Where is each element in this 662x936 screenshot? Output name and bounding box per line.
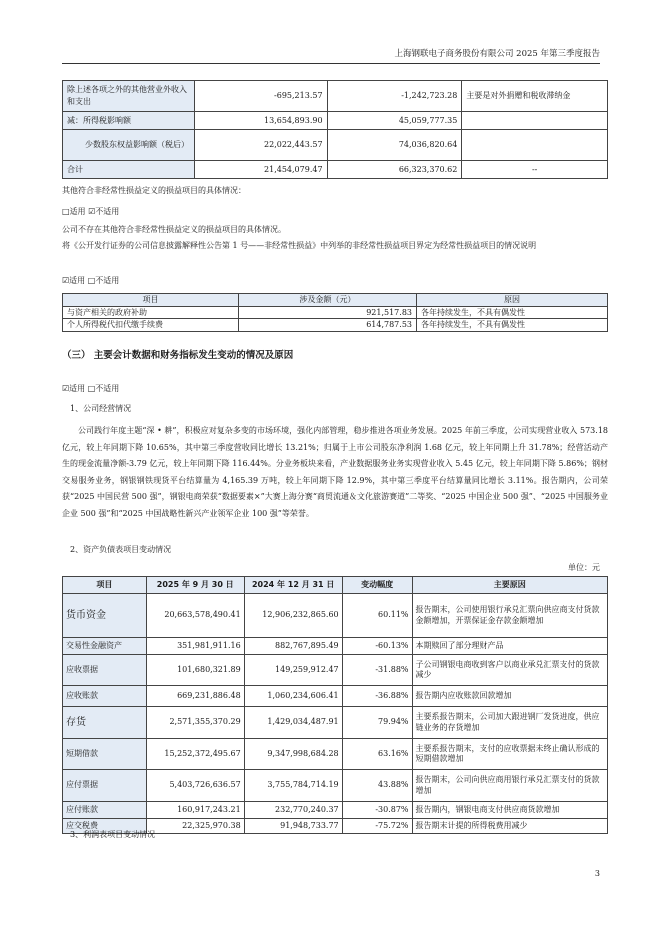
table-cell: 232,770,240.37: [244, 802, 342, 819]
applicable-checkbox-1: □适用 ☑不适用: [62, 207, 120, 216]
column-header: 项目: [63, 577, 147, 594]
table-cell: 91,948,733.77: [244, 819, 342, 834]
table-cell: [462, 112, 608, 130]
table-cell: 主要系报告期末，支付的应收票据未终止确认形成的短期借款增加: [412, 739, 607, 770]
table-cell: 报告期末，公司使用银行承兑汇票向供应商支付货款金额增加，开票保证金存款金额增加: [412, 594, 607, 638]
table-cell: [462, 130, 608, 161]
table-cell: 5,403,726,636.57: [146, 770, 244, 802]
column-header: 项目: [63, 294, 239, 307]
table-cell: 15,252,372,495.67: [146, 739, 244, 770]
table-header-row: [63, 577, 608, 594]
table-cell: 个人所得税代扣代缴手续费: [63, 319, 239, 332]
applicable-checkbox-3: ☑适用 □不适用: [62, 384, 120, 393]
table-cell: 应付账款: [63, 802, 147, 819]
table-header-row: [63, 294, 608, 307]
table-cell: -31.88%: [342, 655, 412, 686]
table-row: [63, 161, 608, 179]
table-cell: 2,571,355,370.29: [146, 707, 244, 739]
table-cell: 应收账款: [63, 686, 147, 707]
table-cell: 12,906,232,865.60: [244, 594, 342, 638]
recurring-items-table: [62, 293, 608, 332]
table-cell: -75.72%: [342, 819, 412, 834]
table-cell: 合计: [63, 161, 195, 179]
table-cell: 20,663,578,490.41: [146, 594, 244, 638]
table-cell: 149,259,912.47: [244, 655, 342, 686]
column-header: 2025 年 9 月 30 日: [146, 577, 244, 594]
column-header: 2024 年 12 月 31 日: [244, 577, 342, 594]
table-cell: 交易性金融资产: [63, 638, 147, 655]
subsection-heading: 3、利润表项目变动情况: [70, 830, 156, 839]
table-cell: 报告期内应收账款回款增加: [412, 686, 607, 707]
table-cell: 63.16%: [342, 739, 412, 770]
table-cell: 160,917,243.21: [146, 802, 244, 819]
table-cell: 本期赎回了部分理财产品: [412, 638, 607, 655]
table-cell: 减：所得税影响额: [63, 112, 195, 130]
table-cell: 各年持续发生，不具有偶发性: [417, 319, 608, 332]
table-row: [63, 638, 608, 655]
table-cell: 1,060,234,606.41: [244, 686, 342, 707]
column-header: 涉及金额（元）: [239, 294, 417, 307]
table-cell: 子公司钢银电商收到客户以商业承兑汇票支付的货款减少: [412, 655, 607, 686]
table-cell: -36.88%: [342, 686, 412, 707]
table-cell: 45,059,777.35: [327, 112, 462, 130]
table-cell: 351,981,911.16: [146, 638, 244, 655]
subsection-heading: 1、公司经营情况: [70, 404, 132, 413]
table-cell: 报告期内，钢银电商支付供应商货款增加: [412, 802, 607, 819]
table-row: [63, 319, 608, 332]
table-cell: --: [462, 161, 608, 179]
table-cell: -30.87%: [342, 802, 412, 819]
table-cell: 各年持续发生，不具有偶发性: [417, 306, 608, 319]
table-cell: 应交税费: [63, 819, 147, 834]
unit-label: 单位：元: [568, 563, 600, 572]
table-row: [63, 130, 608, 161]
table-row: [63, 802, 608, 819]
table-row: [63, 81, 608, 112]
table-cell: 669,231,886.48: [146, 686, 244, 707]
table-cell: 79.94%: [342, 707, 412, 739]
no-other-items-text: 公司不存在其他符合非经常性损益定义的损益项目的具体情况。: [62, 225, 286, 234]
table-cell: 22,325,970.38: [146, 819, 244, 834]
other-items-text: 其他符合非经常性损益定义的损益项目的具体情况：: [62, 186, 246, 195]
table-cell: -60.13%: [342, 638, 412, 655]
table-row: [63, 112, 608, 130]
table-cell: 882,767,895.49: [244, 638, 342, 655]
table-cell: 921,517.83: [239, 306, 417, 319]
table-cell: 74,036,820.64: [327, 130, 462, 161]
table-cell: 614,787.53: [239, 319, 417, 332]
table-cell: 3,755,784,714.19: [244, 770, 342, 802]
table-row: [63, 770, 608, 802]
table-cell: 13,654,893.90: [194, 112, 327, 130]
table-cell: 22,022,443.57: [194, 130, 327, 161]
table-row: [63, 739, 608, 770]
table-cell: 短期借款: [63, 739, 147, 770]
reclassification-explanation: 将《公开发行证券的公司信息披露解释性公告第 1 号——非经常性损益》中列举的非经常性损益项目界定为经常性损益项目的情况说明: [62, 241, 537, 250]
operations-paragraph: 公司践行年度主题“深 • 耕”，积极应对复杂多变的市场环境，强化内部管理，稳步推进各项业务发展。2025 年前三季度，公司实现营业收入 573.18 亿元，较上年同期下降 10.65%，其中第三季度营收同比增长 13.21%；归属于上市公司股东净利润 1.68 亿元，较上年同期上升 31.78%；经营活动产生的现金流量净额-3.79 亿元，较上年同期下降 116.44%。分业务板块来看，产业数据服务业务实现营业收入 5.45 亿元，较上年同期下降 5.86%；钢材交易服务业务，钢银钢铁现货平台结算量为 4,165.39 万吨，较上年同期下降 12.9%，其中第三季度平台结算量同比增长 3.11%。报告期内，公司荣获“2025 中国民营 500 强”，钢银电商荣获“数据要素×”大赛上海分赛“商贸流通＆文化旅游赛道”二等奖、“2025 中国企业 500 强”、“2025 中国服务业企业 500 强”和“2025 中国战略性新兴产业领军企业 100 强”等荣誉。: [62, 426, 608, 518]
column-header: 原因: [417, 294, 608, 307]
table-cell: 少数股东权益影响额（税后）: [63, 130, 195, 161]
page-number: 3: [594, 869, 600, 878]
page-header: 上海钢联电子商务股份有限公司 2025 年第三季度报告: [62, 48, 600, 64]
table-row: [63, 655, 608, 686]
section-heading: （三） 主要会计数据和财务指标发生变动的情况及原因: [62, 350, 294, 361]
table-cell: 主要系报告期末，公司加大跟进钢厂发货进度，供应链业务的存货增加: [412, 707, 607, 739]
table-cell: -695,213.57: [194, 81, 327, 112]
table-cell: 与资产相关的政府补助: [63, 306, 239, 319]
nonrecurring-items-table: [62, 80, 608, 179]
table-cell: 21,454,079.47: [194, 161, 327, 179]
table-cell: 9,347,998,684.28: [244, 739, 342, 770]
table-row: [63, 306, 608, 319]
table-cell: 应付票据: [63, 770, 147, 802]
table-cell: 应收票据: [63, 655, 147, 686]
balance-sheet-changes-table: [62, 576, 608, 834]
column-header: 主要原因: [412, 577, 607, 594]
table-cell: 除上述各项之外的其他营业外收入和支出: [63, 81, 195, 112]
table-cell: 主要是对外捐赠和税收滞纳金: [462, 81, 608, 112]
table-cell: 报告期末，公司向供应商用银行承兑汇票支付的货款增加: [412, 770, 607, 802]
column-header: 变动幅度: [342, 577, 412, 594]
table-cell: 1,429,034,487.91: [244, 707, 342, 739]
table-row: [63, 594, 608, 638]
applicable-checkbox-2: ☑适用 □不适用: [62, 276, 120, 285]
table-row: [63, 707, 608, 739]
table-row: [63, 686, 608, 707]
table-cell: 60.11%: [342, 594, 412, 638]
table-cell: 存货: [63, 707, 147, 739]
subsection-heading: 2、资产负债表项目变动情况: [70, 545, 172, 554]
table-cell: 66,323,370.62: [327, 161, 462, 179]
table-cell: 报告期末计提的所得税费用减少: [412, 819, 607, 834]
table-cell: 101,680,321.89: [146, 655, 244, 686]
table-cell: 43.88%: [342, 770, 412, 802]
table-cell: -1,242,723.28: [327, 81, 462, 112]
table-cell: 货币资金: [63, 594, 147, 638]
